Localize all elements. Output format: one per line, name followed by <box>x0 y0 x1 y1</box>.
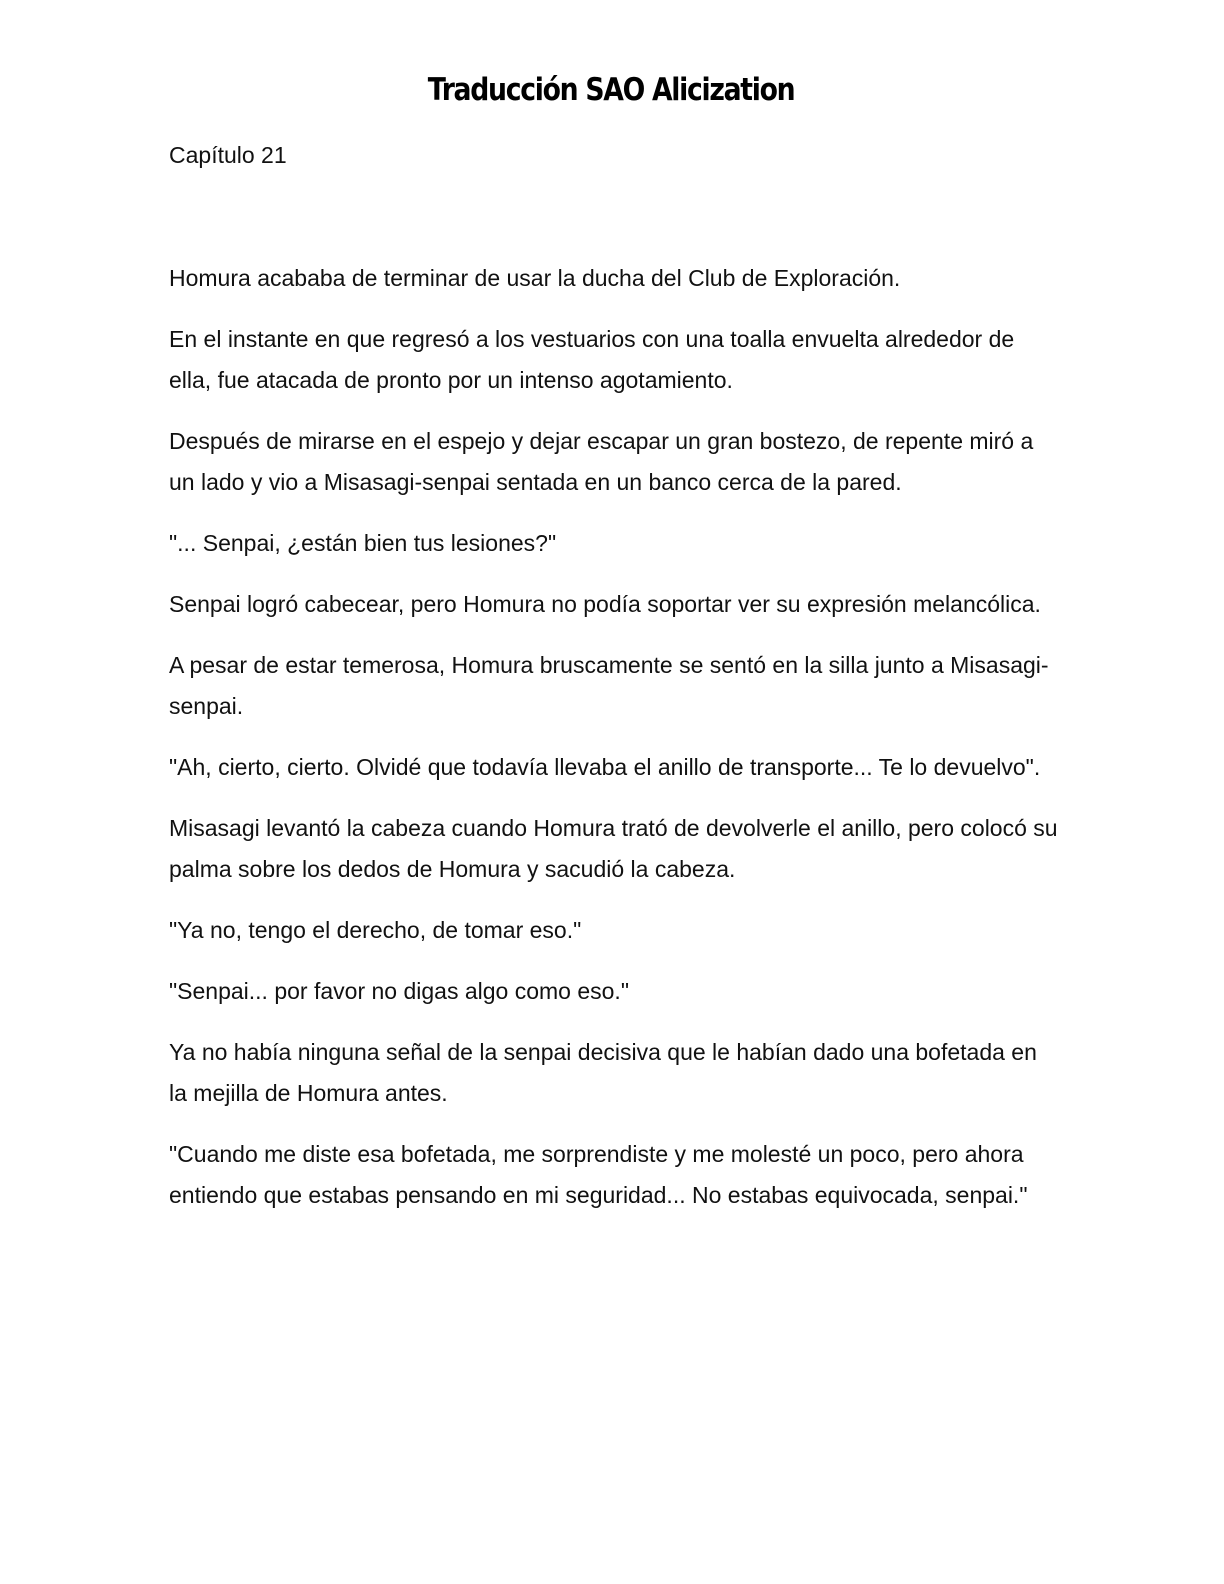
paragraph: "Cuando me diste esa bofetada, me sorprendiste y me molesté un poco, pero ahora entiendo que estabas pensando en mi seguridad... No estabas equivocada, senpai." <box>169 1141 1028 1208</box>
paragraph: Misasagi levantó la cabeza cuando Homura trató de devolverle el anillo, pero colocó su palma sobre los dedos de Homura y sacudió la cabeza. <box>169 815 1058 882</box>
paragraph: "... Senpai, ¿están bien tus lesiones?" <box>169 530 557 556</box>
document-body <box>169 258 1059 1236</box>
paragraph: Senpai logró cabecear, pero Homura no podía soportar ver su expresión melancólica. <box>169 591 1041 617</box>
paragraph: A pesar de estar temerosa, Homura bruscamente se sentó en la silla junto a Misasagi-senpai. <box>169 652 1049 719</box>
paragraph: Ya no había ninguna señal de la senpai decisiva que le habían dado una bofetada en la mejilla de Homura antes. <box>169 1039 1037 1106</box>
paragraph: "Senpai... por favor no digas algo como eso." <box>169 978 629 1004</box>
paragraph: Homura acababa de terminar de usar la ducha del Club de Exploración. <box>169 265 901 291</box>
paragraph: "Ah, cierto, cierto. Olvidé que todavía llevaba el anillo de transporte... Te lo devuelvo". <box>169 754 1041 780</box>
chapter-heading: Capítulo 21 <box>169 142 287 168</box>
document-title: Traducción SAO Alicization <box>427 72 795 108</box>
paragraph: En el instante en que regresó a los vestuarios con una toalla envuelta alrededor de ella, fue atacada de pronto por un intenso agotamiento. <box>169 326 1015 393</box>
paragraph: "Ya no, tengo el derecho, de tomar eso." <box>169 917 582 943</box>
paragraph: Después de mirarse en el espejo y dejar escapar un gran bostezo, de repente miró a un lado y vio a Misasagi-senpai sentada en un banco cerca de la pared. <box>169 428 1034 495</box>
